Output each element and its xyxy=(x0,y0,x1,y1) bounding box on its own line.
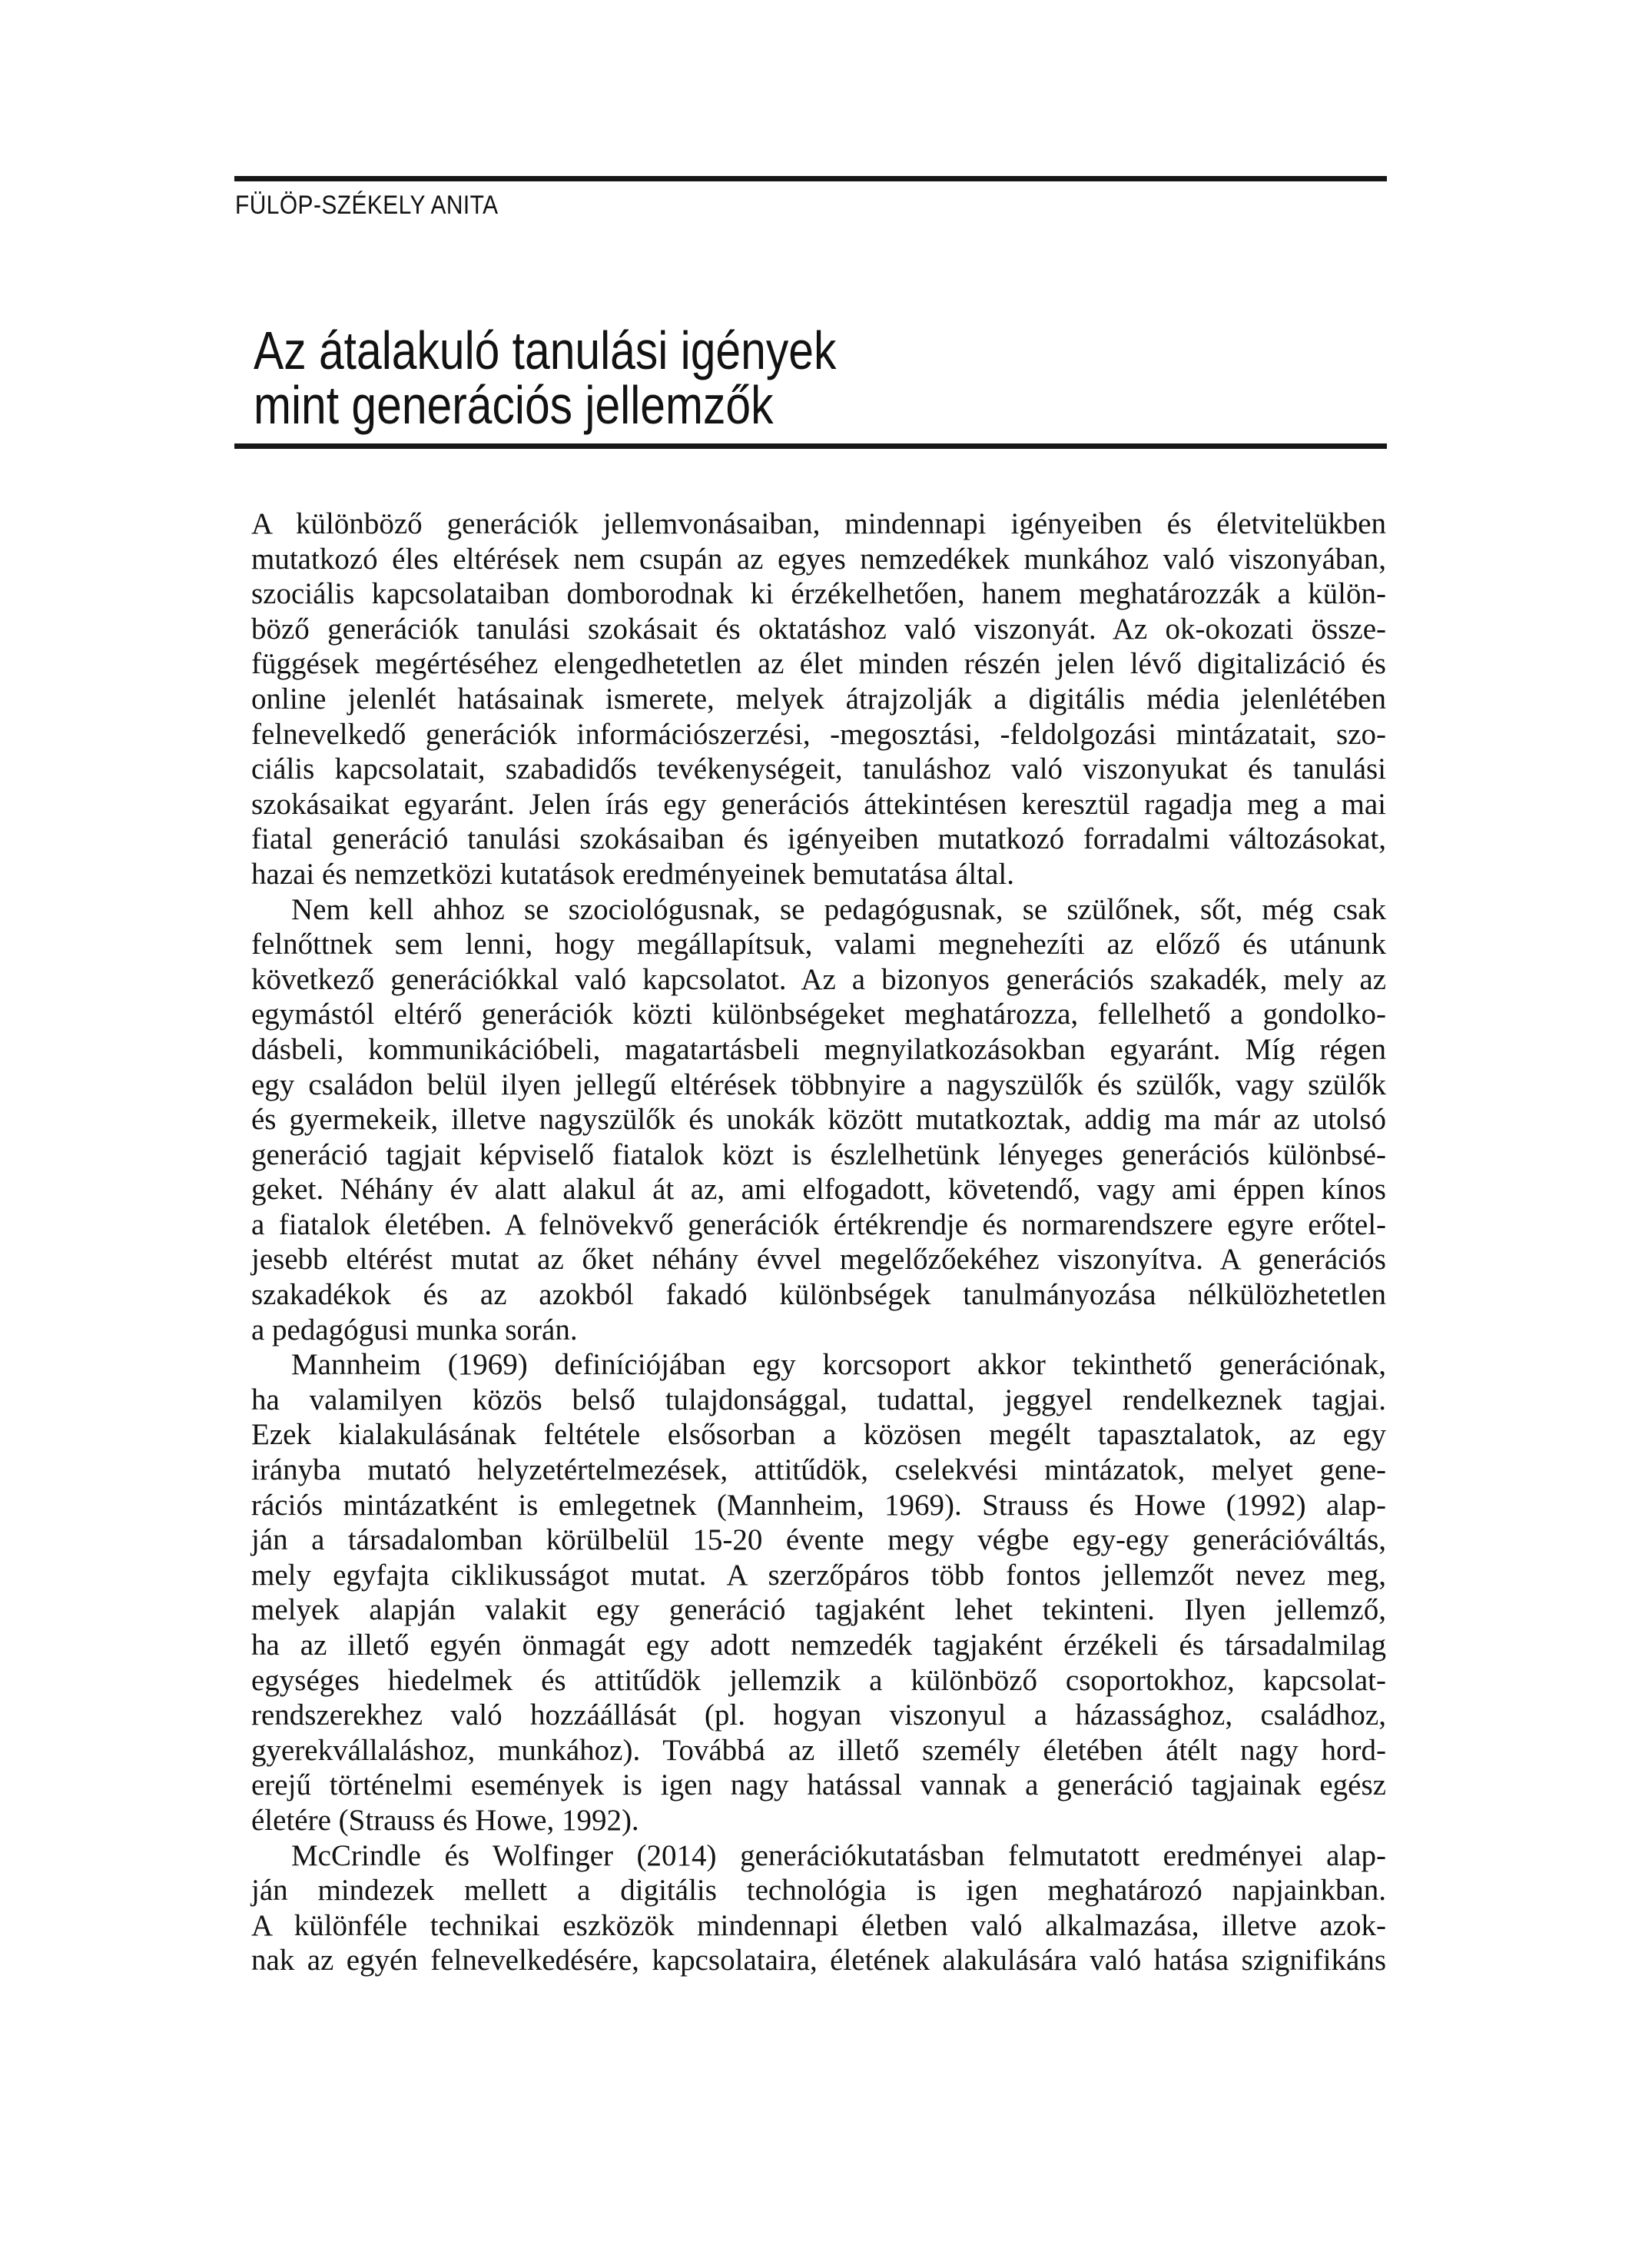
text-line xyxy=(251,1733,1386,1768)
text-line xyxy=(251,927,1386,962)
text-line xyxy=(251,1908,1386,1944)
text-line xyxy=(251,1453,1386,1488)
text-line xyxy=(251,1943,1386,1978)
header-rule xyxy=(234,176,1387,181)
text-line-content: McCrindle és Wolfinger (2014) generációkutatásban felmutatott eredményei alap- xyxy=(291,1838,1387,1872)
paragraph xyxy=(251,506,1386,892)
title-line: Az átalakuló tanulási igények xyxy=(254,320,837,380)
text-line xyxy=(251,1347,1386,1383)
text-line-content: erejű történelmi események is igen nagy hatással vannak a generáció tagjainak egész xyxy=(251,1768,1386,1802)
text-line-content: nak az egyén felnevelkedésére, kapcsolataira, életének alakulására való hatása szignifikáns xyxy=(251,1944,1387,1977)
text-line-content: böző generációk tanulási szokásait és oktatáshoz való viszonyát. Az ok-okozati össze- xyxy=(251,612,1387,646)
text-line xyxy=(251,682,1386,717)
text-line xyxy=(251,1172,1386,1207)
text-line xyxy=(251,1592,1386,1628)
text-line-content: online jelenlét hatásainak ismerete, melyek átrajzolják a digitális média jelenlétében xyxy=(251,682,1386,716)
text-line-content: geket. Néhány év alatt alakul át az, ami elfogadott, követendő, vagy ami éppen kínos xyxy=(251,1173,1386,1207)
text-line xyxy=(251,1417,1386,1453)
text-line xyxy=(251,1313,1386,1348)
text-line-content: egy családon belül ilyen jellegű eltérések többnyire a nagyszülők és szülők, vagy szülők xyxy=(251,1068,1386,1101)
text-line xyxy=(251,787,1386,822)
text-line xyxy=(251,576,1386,612)
text-line-content: egymástól eltérő generációk közti különbségeket meghatározza, fellelhető a gondolko- xyxy=(251,998,1386,1031)
text-line-content: ha az illető egyén önmagát egy adott nemzedék tagjaként érzékeli és társadalmilag xyxy=(251,1629,1387,1662)
text-line-content: és gyermekeik, illetve nagyszülők és unokák között mutatkoztak, addig ma már az utolsó xyxy=(251,1103,1387,1137)
text-line xyxy=(251,997,1386,1032)
text-line-content: mutatkozó éles eltérések nem csupán az egyes nemzedékek munkához való viszonyában, xyxy=(251,542,1386,576)
text-line xyxy=(251,612,1386,647)
text-line xyxy=(251,962,1386,998)
text-line xyxy=(251,1768,1386,1803)
text-line-content: életére (Strauss és Howe, 1992). xyxy=(251,1803,639,1837)
text-line-content: fiatal generáció tanulási szokásaiban és igényeiben mutatkozó forradalmi változásokat, xyxy=(251,822,1386,856)
text-line xyxy=(251,822,1386,857)
text-line-content: felnőttnek sem lenni, hogy megállapítsuk, valami megnehezíti az előző és utánunk xyxy=(251,928,1387,961)
author-name: FÜLÖP-SZÉKELY ANITA xyxy=(235,191,499,220)
text-line-content: ciális kapcsolatait, szabadidős tevékenységeit, tanuláshoz való viszonyukat és tanulási xyxy=(251,752,1387,786)
text-line xyxy=(251,1873,1386,1908)
paragraph xyxy=(251,892,1386,1348)
article-body xyxy=(251,506,1386,1978)
text-line xyxy=(251,1242,1386,1277)
text-line-content: jesebb eltérést mutat az őket néhány évvel megelőzőekéhez viszonyítva. A generációs xyxy=(251,1243,1386,1277)
text-line xyxy=(251,892,1386,928)
text-line xyxy=(251,1698,1386,1733)
text-line xyxy=(251,1277,1386,1313)
text-line xyxy=(251,1558,1386,1593)
text-line xyxy=(251,542,1386,577)
text-line-content: A különféle technikai eszközök mindennapi életben való alkalmazása, illetve azok- xyxy=(251,1908,1386,1942)
text-line xyxy=(251,646,1386,682)
text-line-content: melyek alapján valakit egy generáció tagjaként lehet tekinteni. Ilyen jellemző, xyxy=(251,1593,1386,1627)
text-line-content: ján mindezek mellett a digitális technológia is igen meghatározó napjainkban. xyxy=(251,1874,1387,1908)
text-line xyxy=(251,1838,1386,1874)
text-line-content: hazai és nemzetközi kutatások eredményeinek bemutatása által. xyxy=(251,857,1014,891)
text-line xyxy=(251,1803,1386,1838)
text-line-content: következő generációkkal való kapcsolatot. Az a bizonyos generációs szakadék, mely az xyxy=(251,962,1386,996)
text-line-content: mely egyfajta ciklikusságot mutat. A szerzőpáros több fontos jellemzőt nevez meg, xyxy=(251,1558,1386,1592)
article-title xyxy=(254,320,837,435)
text-line xyxy=(251,752,1386,787)
text-line xyxy=(251,1663,1386,1699)
text-line xyxy=(251,1137,1386,1173)
text-line xyxy=(251,506,1386,542)
text-line xyxy=(251,1488,1386,1523)
text-line-content: egységes hiedelmek és attitűdök jellemzik a különböző csoportokhoz, kapcsolat- xyxy=(251,1663,1386,1697)
text-line xyxy=(251,857,1386,892)
text-line-content: Ezek kialakulásának feltétele elsősorban a közösen megélt tapasztalatok, az egy xyxy=(251,1418,1387,1452)
paragraph xyxy=(251,1347,1386,1838)
text-line-content: generáció tagjait képviselő fiatalok közt is észlelhetünk lényeges generációs különbsé- xyxy=(251,1137,1386,1171)
text-line xyxy=(251,1383,1386,1418)
text-line-content: felnevelkedő generációk információszerzési, -megosztási, -feldolgozási mintázatait, szo- xyxy=(251,717,1387,751)
text-line-content: szakadékok és az azokból fakadó különbségek tanulmányozása nélkülözhetetlen xyxy=(251,1278,1387,1312)
title-line: mint generációs jellemzők xyxy=(254,375,774,435)
text-line-content: ha valamilyen közös belső tulajdonsággal, tudattal, jeggyel rendelkeznek tagjai. xyxy=(251,1383,1386,1416)
text-line xyxy=(251,1628,1386,1663)
text-line-content: A különböző generációk jellemvonásaiban, mindennapi igényeiben és életvitelükben xyxy=(251,507,1387,540)
text-line xyxy=(251,1102,1386,1137)
text-line xyxy=(251,1523,1386,1558)
text-line-content: a fiatalok életében. A felnövekvő generációk értékrendje és normarendszere egyre erőtel- xyxy=(251,1207,1387,1241)
title-rule xyxy=(234,443,1387,449)
text-line-content: Nem kell ahhoz se szociológusnak, se pedagógusnak, se szülőnek, sőt, még csak xyxy=(291,892,1387,926)
text-line-content: rendszerekhez való hozzáállását (pl. hogyan viszonyul a házassághoz, családhoz, xyxy=(251,1699,1386,1732)
text-line-content: gyerekvállaláshoz, munkához). Továbbá az illető személy életében átélt nagy hord- xyxy=(251,1733,1387,1767)
text-line xyxy=(251,717,1386,752)
text-line-content: dásbeli, kommunikációbeli, magatartásbeli megnyilatkozásokban egyaránt. Míg régen xyxy=(251,1032,1387,1066)
text-line xyxy=(251,1068,1386,1103)
text-line-content: függések megértéséhez elengedhetetlen az élet minden részén jelen lévő digitalizáció és xyxy=(251,647,1386,681)
text-line-content: szokásaikat egyaránt. Jelen írás egy generációs áttekintésen keresztül ragadja meg a mai xyxy=(251,787,1386,821)
text-line xyxy=(251,1032,1386,1068)
text-line-content: irányba mutató helyzetértelmezések, attitűdök, cselekvési mintázatok, melyet gene- xyxy=(251,1453,1386,1487)
text-line-content: szociális kapcsolataiban domborodnak ki érzékelhetően, hanem meghatározzák a külön- xyxy=(251,577,1387,611)
text-line-content: Mannheim (1969) definíciójában egy korcsoport akkor tekinthető generációnak, xyxy=(291,1348,1386,1382)
text-line-content: ján a társadalomban körülbelül 15-20 évente megy végbe egy-egy generációváltás, xyxy=(251,1523,1387,1557)
text-line-content: rációs mintázatként is emlegetnek (Mannheim, 1969). Strauss és Howe (1992) alap- xyxy=(251,1488,1386,1522)
text-line xyxy=(251,1207,1386,1243)
text-line-content: a pedagógusi munka során. xyxy=(251,1313,578,1347)
paragraph xyxy=(251,1838,1386,1978)
